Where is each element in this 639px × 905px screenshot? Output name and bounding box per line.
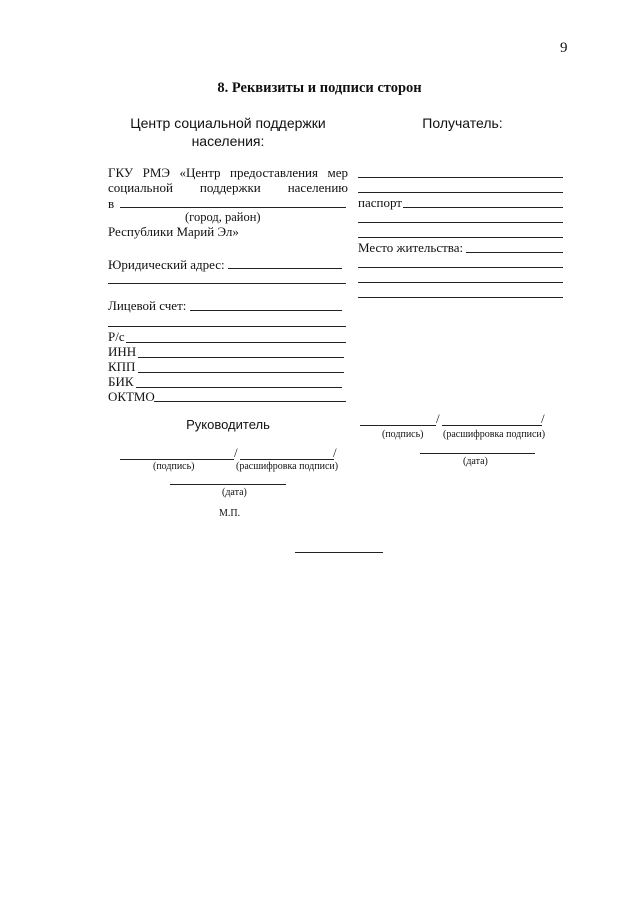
- rs-label: Р/с: [108, 329, 125, 344]
- account-line2[interactable]: [108, 326, 346, 327]
- kpp-line[interactable]: [138, 372, 344, 373]
- head-slash1: /: [234, 445, 238, 460]
- org-line2: [108, 180, 348, 196]
- legal-address-label: Юридический адрес:: [108, 257, 225, 272]
- org-line2-word2: поддержки: [199, 180, 261, 195]
- org-line3-prefix: в: [108, 196, 115, 211]
- org-line4: Республики Марий Эл»: [108, 224, 239, 239]
- head-date-hint: (дата): [222, 487, 247, 498]
- head-date-line[interactable]: [170, 484, 286, 485]
- left-header-line1: Центр социальной поддержки: [130, 115, 326, 131]
- recipient-decode-hint: (расшифровка подписи): [443, 429, 546, 440]
- recipient-slash1: /: [436, 411, 440, 426]
- bottom-divider: [295, 552, 383, 553]
- recipient-sign-line[interactable]: [360, 425, 436, 426]
- page-number: 9: [560, 40, 568, 56]
- recipient-date-hint: (дата): [463, 456, 488, 467]
- recipient-line1[interactable]: [358, 177, 563, 178]
- passport-label: паспорт: [358, 195, 402, 210]
- recipient-line2[interactable]: [358, 192, 563, 193]
- recipient-date-line[interactable]: [420, 453, 535, 454]
- head-decode-line[interactable]: [240, 459, 334, 460]
- head-sign-line[interactable]: [120, 459, 234, 460]
- inn-line[interactable]: [138, 357, 344, 358]
- stamp-label: М.П.: [219, 508, 241, 519]
- city-hint: (город, район): [185, 210, 261, 224]
- account-line[interactable]: [190, 310, 342, 311]
- residence-line3[interactable]: [358, 282, 563, 283]
- passport-line3[interactable]: [358, 237, 563, 238]
- org-line2-word1: социальной: [108, 180, 173, 195]
- residence-label: Место жительства:: [358, 240, 464, 255]
- right-header: Получатель:: [422, 115, 503, 131]
- rs-line[interactable]: [126, 342, 346, 343]
- org-line2-word3: населению: [287, 180, 348, 195]
- oktmo-label: ОКТМО: [108, 389, 155, 404]
- passport-line2[interactable]: [358, 222, 563, 223]
- inn-label: ИНН: [108, 344, 137, 359]
- passport-line[interactable]: [403, 207, 563, 208]
- head-sign-hint: (подпись): [153, 461, 195, 472]
- recipient-sign-hint: (подпись): [382, 429, 424, 440]
- legal-address-line[interactable]: [228, 268, 342, 269]
- recipient-decode-line[interactable]: [442, 425, 542, 426]
- city-field-line[interactable]: [120, 207, 346, 208]
- residence-line2[interactable]: [358, 267, 563, 268]
- head-decode-hint: (расшифровка подписи): [236, 461, 339, 472]
- oktmo-line[interactable]: [154, 401, 346, 402]
- bik-line[interactable]: [136, 387, 342, 388]
- residence-line4[interactable]: [358, 297, 563, 298]
- section-title: 8. Реквизиты и подписи сторон: [217, 80, 422, 96]
- org-line1: ГКУ РМЭ «Центр предоставления мер: [108, 165, 348, 180]
- head-label: Руководитель: [186, 417, 270, 432]
- bik-label: БИК: [108, 374, 134, 389]
- legal-address-line2[interactable]: [108, 283, 346, 284]
- residence-line[interactable]: [466, 252, 563, 253]
- head-slash2: /: [333, 445, 337, 460]
- recipient-slash2: /: [541, 411, 545, 426]
- left-header-line2: населения:: [191, 133, 265, 149]
- kpp-label: КПП: [108, 359, 136, 374]
- account-label: Лицевой счет:: [108, 298, 187, 313]
